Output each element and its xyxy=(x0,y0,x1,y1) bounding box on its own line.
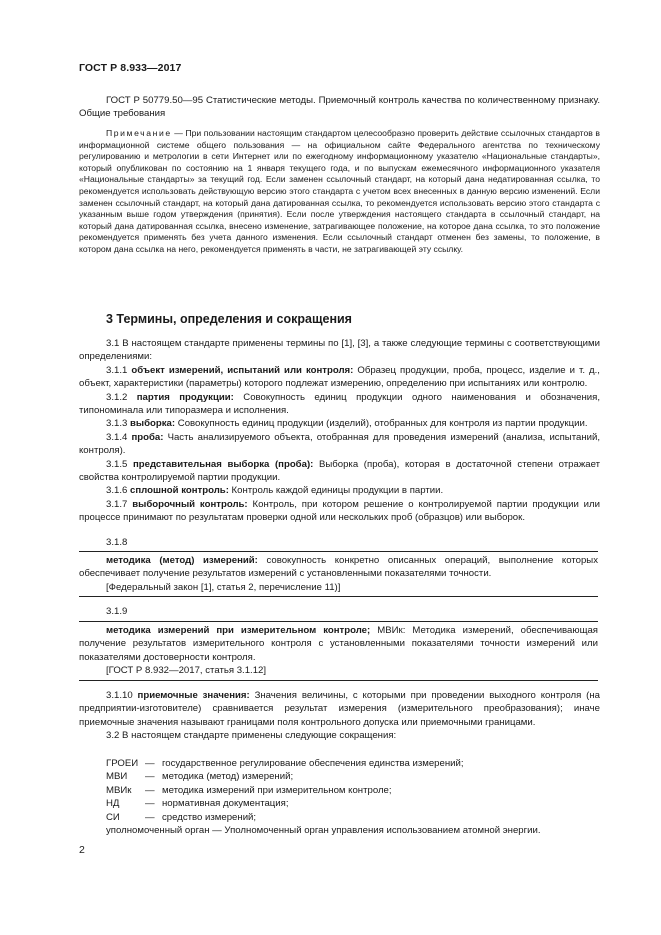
paragraph-3-2: 3.2 В настоящем стандарте применены следующие сокращения: xyxy=(106,730,397,742)
term-title: методика измерений при измерительном контроле; xyxy=(106,625,371,636)
note-block xyxy=(79,128,600,256)
note-text: — При пользовании настоящим стандартом целесообразно проверить действие ссылочных стандартов в информационной системе общего пользования — на официальном сайте Федерального агентства по техническому регулированию и метрологии в сети Интернет или по ежегодному информационному указателю «Национальные стандарты», который опубликован по состоянию на 1 января текущего года, и по выпускам ежемесячного информационного указателя «Национальные стандарты» за текущий год. Если заменен ссылочный стандарт, на который дана недатированная ссылка, то рекомендуется использовать действующую версию этого стандарта с учетом всех внесенных в данную версию изменений. Если заменен ссылочный стандарт, на который дана датированная ссылка, то рекомендуется использовать версию этого стандарта с указанным выше годом утверждения (принятия). Если после утверждения настоящего стандарта в ссылочный стандарт, на который дана датированная ссылка, внесено изменение, затрагивающее положение, на которое дана ссылка, то это положение рекомендуется применять без учета данного изменения. Если ссылочный стандарт отменен без замены, то положение, в котором дана ссылка на него, рекомендуется применять в части, не затрагивающей эту ссылку. xyxy=(79,128,600,254)
term-title: партия продукции: xyxy=(136,391,234,403)
term-3-1-1: 3.1.1 объект измерений, испытаний или контроля: Образец продукции, проба, процесс, изделие и т. д., объект, характеристики (параметры) которого подлежат измерению, определению при испытаниях или контролю. xyxy=(79,364,600,390)
term-3-1-9: методика измерений при измерительном контроле; МВИк: Методика измерений, обеспечивающая получение результатов измерительного контроля с установленными показателями точности измерений или показателями достоверности контроля. xyxy=(79,625,599,663)
document-header: ГОСТ Р 8.933—2017 xyxy=(79,62,182,74)
term-3-1-8-source: [Федеральный закон [1], статья 2, перечисление 11)] xyxy=(106,581,341,593)
term-3-1-4: 3.1.4 проба: Часть анализируемого объекта, отобранная для проведения измерений (анализа, испытаний, контроля). xyxy=(79,431,600,457)
term-3-1-8-number: 3.1.8 xyxy=(106,537,128,548)
term-title: представительная выборка (проба): xyxy=(132,458,314,470)
page-number: 2 xyxy=(79,844,85,856)
term-3-1-5: 3.1.5 представительная выборка (проба): Выборка (проба), которая в достаточной степени отражает свойства контролируемой партии продукции. xyxy=(79,458,600,484)
section-title: 3 Термины, определения и сокращения xyxy=(106,312,352,326)
term-3-1-6: 3.1.6 сплошной контроль: Контроль каждой единицы продукции в партии. xyxy=(106,485,444,497)
reference-entry xyxy=(79,94,600,121)
note-label: Примечание xyxy=(106,128,172,138)
abbreviation-item: МВИ — методика (метод) измерений; xyxy=(106,771,294,783)
abbreviation-item: ГРОЕИ — государственное регулирование обеспечения единства измерений; xyxy=(106,758,464,769)
term-title: выборочный контроль: xyxy=(132,498,248,510)
reference-text: ГОСТ Р 50779.50—95 Статистические методы. Приемочный контроль качества по количественному признаку. Общие требования xyxy=(79,95,600,120)
term-3-1-2: 3.1.2 партия продукции: Совокупность единиц продукции одного наименования и обозначения, типономинала или типоразмера и исполнения. xyxy=(79,391,600,417)
term-title: объект измерений, испытаний или контроля: xyxy=(131,364,354,376)
term-3-1-8: методика (метод) измерений: совокупность конкретно описанных операций, выполнение которых обеспечивает получение результатов измерений с установленными показателями точности. xyxy=(79,555,599,580)
term-3-1-9-number: 3.1.9 xyxy=(106,606,128,617)
abbreviation-item: СИ — средство измерений; xyxy=(106,811,257,823)
term-title: проба: xyxy=(131,431,164,443)
term-title: методика (метод) измерений: xyxy=(106,555,258,566)
abbreviation-item: МВИк — методика измерений при измерительном контроле; xyxy=(106,784,392,796)
term-3-1-9-source: [ГОСТ Р 8.932—2017, статья 3.1.12] xyxy=(106,665,267,677)
abbreviation-item: НД — нормативная документация; xyxy=(106,798,289,810)
abbreviations-list xyxy=(106,757,541,837)
abbreviation-item-last: уполномоченный орган — Уполномоченный орган управления использованием атомной энергии. xyxy=(106,824,541,836)
term-3-1-7: 3.1.7 выборочный контроль: Контроль, при котором решение о контролируемой партии продукции или процессе принимают по результатам проверки одной или нескольких проб (образцов) или выборок. xyxy=(79,498,600,524)
term-3-1-9-box xyxy=(79,621,598,681)
term-3-1-10: 3.1.10 приемочные значения: Значения величины, с которыми при проведении выходного контроля (на предприятии-изготовителе) сравнивается результат измерения (измерительного преобразования); иначе приемочные значения называют границами поля контрольного допуска или приемочными границами. xyxy=(79,690,600,728)
terms-block-2 xyxy=(79,689,600,743)
terms-block xyxy=(79,337,600,525)
paragraph-3-1: 3.1 В настоящем стандарте применены термины по [1], [3], а также следующие термины с соответствующими определениями: xyxy=(79,338,600,363)
term-3-1-8-box xyxy=(79,551,598,597)
note-paragraph xyxy=(79,128,600,256)
term-title: выборка: xyxy=(130,418,176,430)
term-title: сплошной контроль: xyxy=(130,485,229,497)
term-3-1-3: 3.1.3 выборка: Совокупность единиц продукции (изделий), отобранных для контроля из партии продукции. xyxy=(106,418,588,430)
term-title: приемочные значения: xyxy=(137,690,250,701)
